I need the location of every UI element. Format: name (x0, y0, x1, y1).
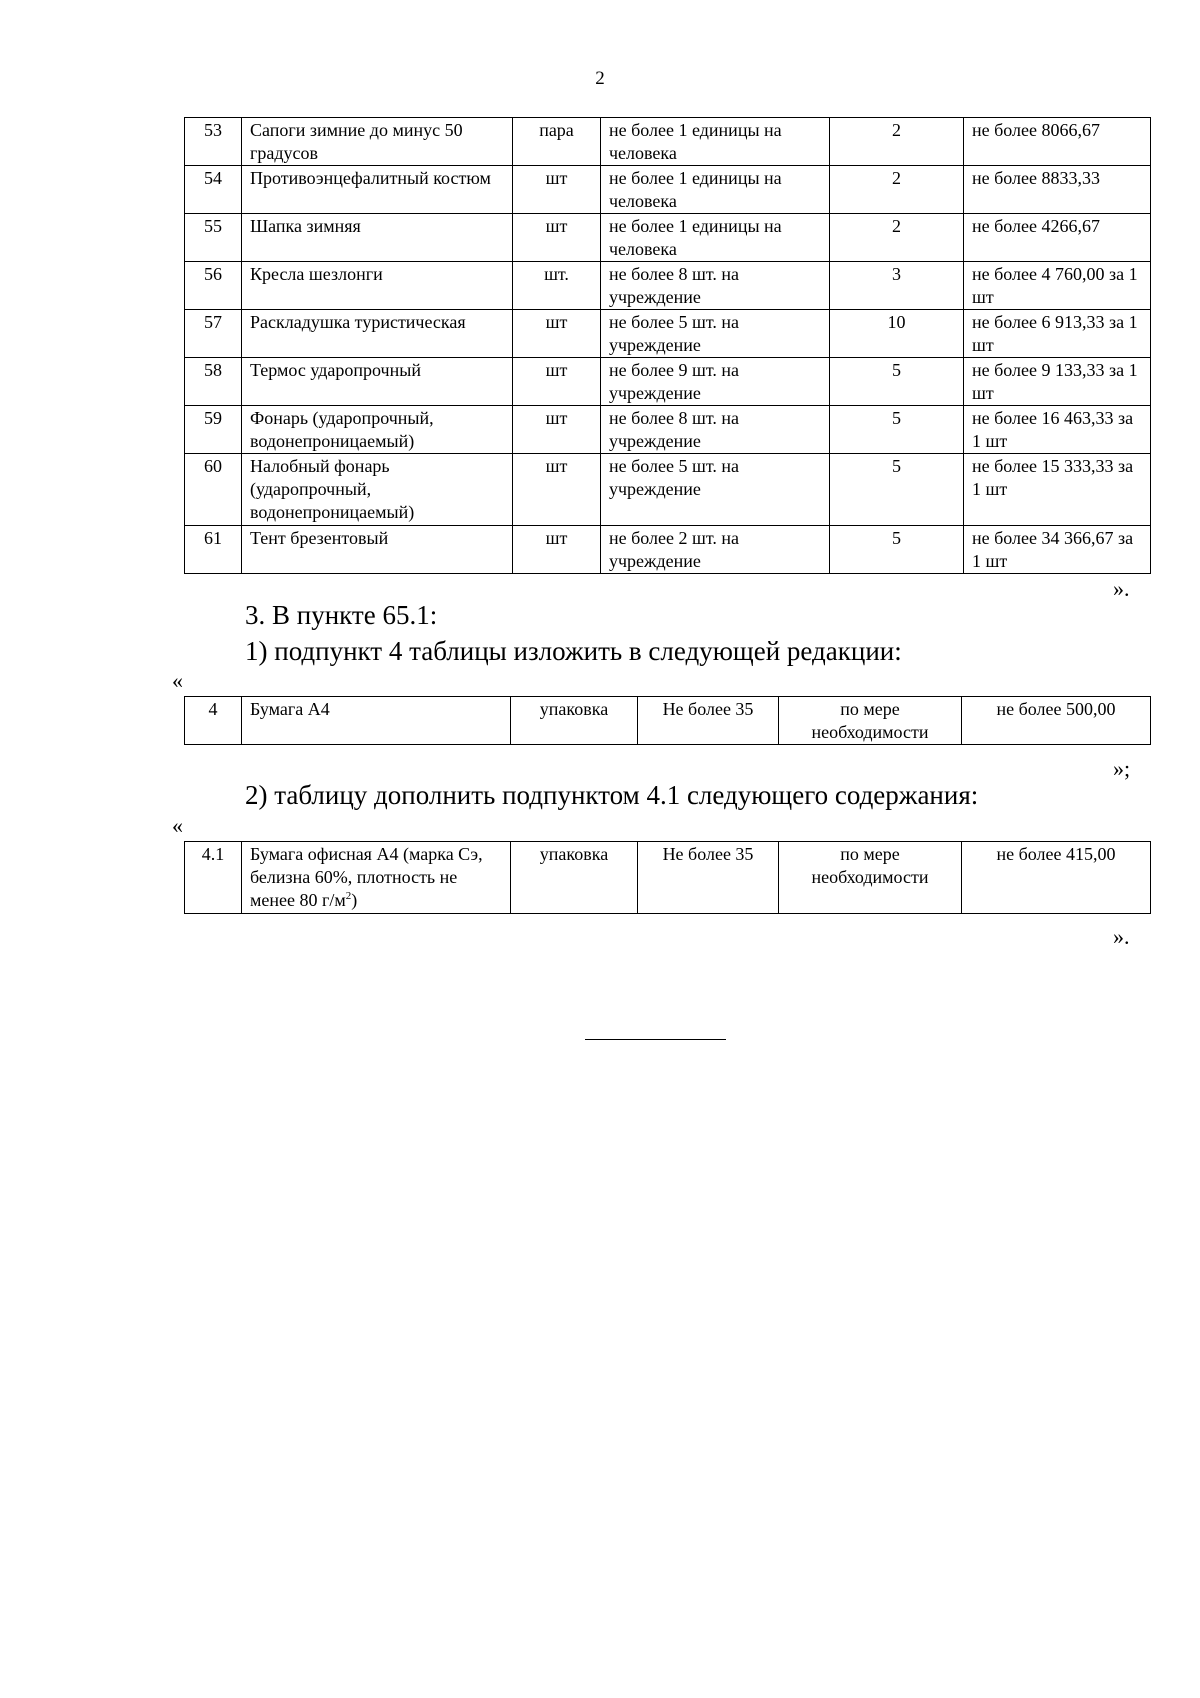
item-price: не более 500,00 (962, 697, 1151, 745)
item-name: Шапка зимняя (242, 214, 513, 262)
item-name-end: ) (351, 890, 358, 910)
opening-quote-2: « (172, 813, 183, 838)
item-norm: не более 1 единицы на человека (601, 118, 830, 166)
item-unit: пара (513, 118, 601, 166)
item-unit: упаковка (511, 697, 638, 745)
table-row (185, 842, 1151, 914)
item-price: не более 8833,33 (964, 166, 1151, 214)
item-term: 3 (830, 262, 964, 310)
section-heading: 3. В пункте 65.1: (245, 600, 438, 630)
item-norm: не более 1 единицы на человека (601, 166, 830, 214)
item-name: Термос ударопрочный (242, 358, 513, 406)
row-number: 4 (185, 697, 242, 745)
replacement-table (184, 696, 1151, 745)
item-unit: шт (513, 454, 601, 526)
item-norm: не более 8 шт. на учреждение (601, 262, 830, 310)
item-name: Бумага А4 (242, 697, 511, 745)
item-1-text: 1) подпункт 4 таблицы изложить в следующей редакции: (245, 636, 902, 666)
table-row (185, 454, 1151, 526)
item-name: Налобный фонарь (ударопрочный, водонепроницаемый) (242, 454, 513, 526)
item-name: Сапоги зимние до минус 50 градусов (242, 118, 513, 166)
item-term: 5 (830, 358, 964, 406)
item-norm: не более 1 единицы на человека (601, 214, 830, 262)
table-row (185, 166, 1151, 214)
closing-quote-1: ». (1113, 576, 1130, 601)
row-number: 57 (185, 310, 242, 358)
item-name: Раскладушка туристическая (242, 310, 513, 358)
row-number: 54 (185, 166, 242, 214)
opening-quote-1: « (172, 668, 183, 693)
item-quantity: Не более 35 (638, 842, 779, 914)
main-table (184, 117, 1151, 574)
row-number: 55 (185, 214, 242, 262)
row-number: 58 (185, 358, 242, 406)
table-row (185, 118, 1151, 166)
item-price: не более 4 760,00 за 1 шт (964, 262, 1151, 310)
item-term: 10 (830, 310, 964, 358)
item-unit: шт (513, 406, 601, 454)
separator-line (585, 1039, 726, 1040)
item-unit: шт (513, 358, 601, 406)
item-quantity: Не более 35 (638, 697, 779, 745)
item-price: не более 15 333,33 за 1 шт (964, 454, 1151, 526)
row-number: 60 (185, 454, 242, 526)
table-row (185, 358, 1151, 406)
item-term: по мере необходимости (779, 842, 962, 914)
closing-quote-3: ». (1113, 924, 1130, 949)
item-name: Противоэнцефалитный костюм (242, 166, 513, 214)
row-number: 4.1 (185, 842, 242, 914)
item-unit: шт (513, 526, 601, 574)
table-row (185, 262, 1151, 310)
item-name-text: Бумага офисная А4 (марка Сэ, белизна 60%, плотность не менее 80 г/м (250, 844, 483, 910)
item-price: не более 34 366,67 за 1 шт (964, 526, 1151, 574)
table-row (185, 310, 1151, 358)
item-price: не более 16 463,33 за 1 шт (964, 406, 1151, 454)
item-norm: не более 5 шт. на учреждение (601, 454, 830, 526)
item-name (242, 842, 511, 914)
row-number: 61 (185, 526, 242, 574)
table-row (185, 406, 1151, 454)
item-2-text: 2) таблицу дополнить подпунктом 4.1 следующего содержания: (245, 780, 979, 810)
item-name: Фонарь (ударопрочный, водонепроницаемый) (242, 406, 513, 454)
item-term: 5 (830, 526, 964, 574)
item-term: 5 (830, 406, 964, 454)
item-unit: шт (513, 214, 601, 262)
table-row (185, 697, 1151, 745)
item-unit: шт. (513, 262, 601, 310)
addition-table (184, 841, 1151, 914)
item-price: не более 4266,67 (964, 214, 1151, 262)
item-price: не более 8066,67 (964, 118, 1151, 166)
table-row (185, 526, 1151, 574)
row-number: 56 (185, 262, 242, 310)
item-norm: не более 2 шт. на учреждение (601, 526, 830, 574)
item-norm: не более 8 шт. на учреждение (601, 406, 830, 454)
item-term: 5 (830, 454, 964, 526)
item-unit: шт (513, 166, 601, 214)
item-term: 2 (830, 118, 964, 166)
item-term: 2 (830, 166, 964, 214)
item-unit: упаковка (511, 842, 638, 914)
item-term: 2 (830, 214, 964, 262)
item-price: не более 9 133,33 за 1 шт (964, 358, 1151, 406)
closing-quote-2: »; (1113, 756, 1131, 781)
item-norm: не более 9 шт. на учреждение (601, 358, 830, 406)
row-number: 59 (185, 406, 242, 454)
item-price: не более 6 913,33 за 1 шт (964, 310, 1151, 358)
item-price: не более 415,00 (962, 842, 1151, 914)
page-number: 2 (595, 68, 605, 89)
item-name: Тент брезентовый (242, 526, 513, 574)
item-norm: не более 5 шт. на учреждение (601, 310, 830, 358)
table-row (185, 214, 1151, 262)
row-number: 53 (185, 118, 242, 166)
item-unit: шт (513, 310, 601, 358)
item-name: Кресла шезлонги (242, 262, 513, 310)
superscript: 2 (345, 890, 352, 902)
item-term: по мере необходимости (779, 697, 962, 745)
